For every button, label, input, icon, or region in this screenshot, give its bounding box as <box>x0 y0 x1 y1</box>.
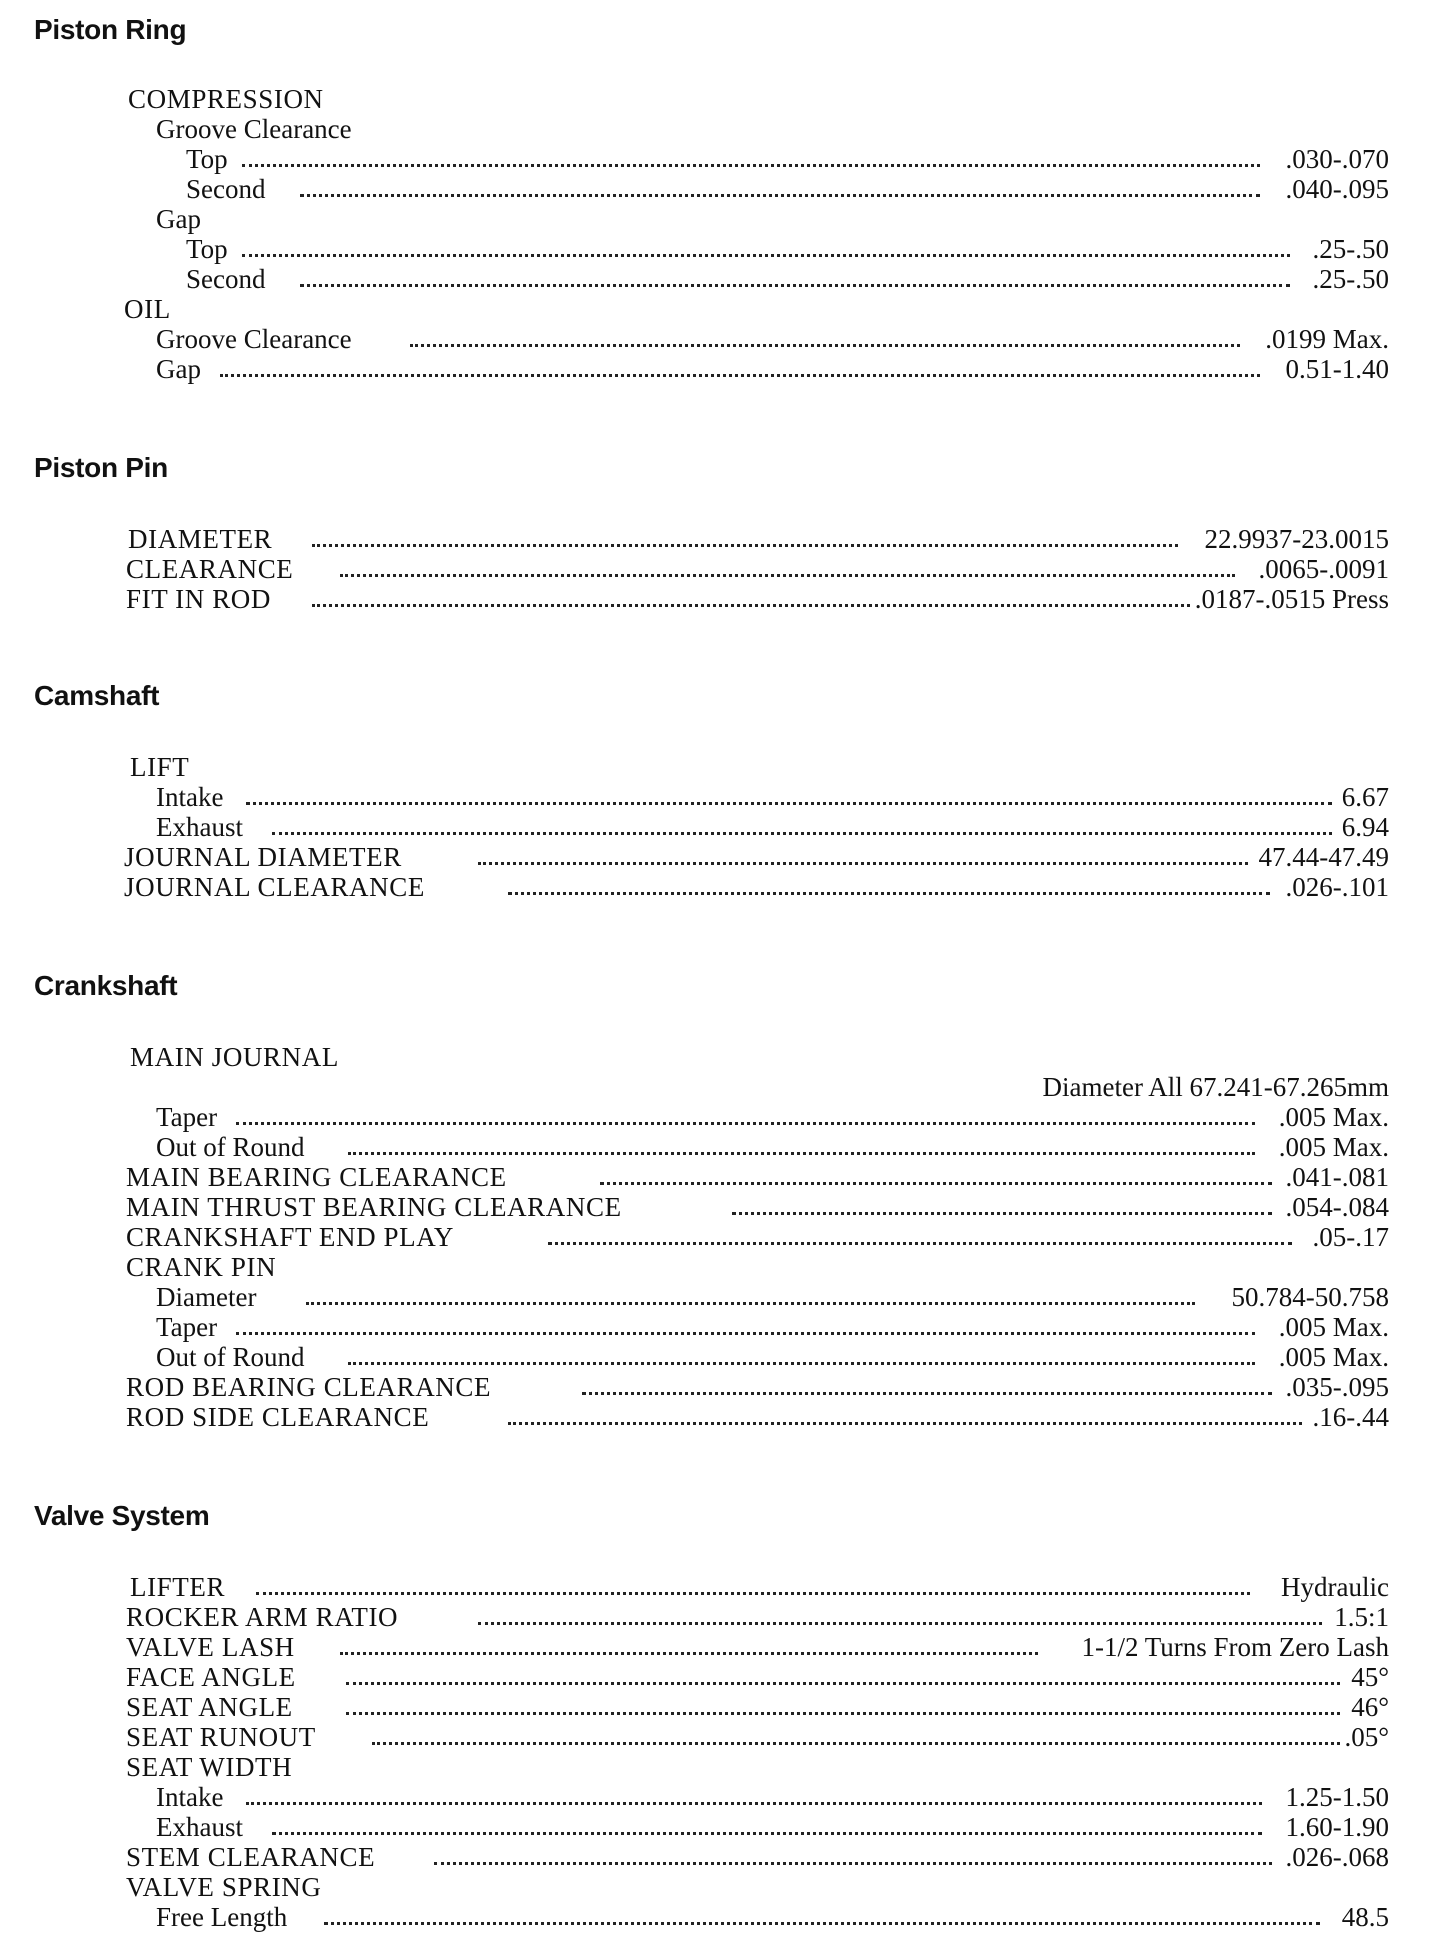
spec-row <box>0 1222 1440 1252</box>
dot-leader <box>340 1652 1038 1655</box>
spec-label: COMPRESSION <box>128 84 324 114</box>
spec-label: Intake <box>156 1782 224 1812</box>
spec-row <box>0 144 1440 174</box>
spec-label: Out of Round <box>156 1132 305 1162</box>
dot-leader <box>246 802 1332 805</box>
spec-label: Diameter <box>156 1282 257 1312</box>
spec-label: FIT IN ROD <box>126 584 272 614</box>
spec-value: Diameter All 67.241-67.265mm <box>1042 1072 1389 1102</box>
dot-leader <box>242 164 1260 167</box>
spec-row <box>0 294 1440 324</box>
dot-leader <box>346 1712 1340 1715</box>
dot-leader <box>246 1802 1262 1805</box>
dot-leader <box>410 344 1240 347</box>
spec-list <box>0 84 1440 384</box>
dot-leader <box>256 1592 1250 1595</box>
spec-value: 48.5 <box>1341 1902 1389 1932</box>
spec-label: SEAT WIDTH <box>126 1752 293 1782</box>
dot-leader <box>236 1122 1255 1125</box>
spec-row <box>0 1042 1440 1072</box>
spec-label: Top <box>186 234 228 264</box>
dot-leader <box>478 862 1248 865</box>
spec-value: .005 Max. <box>1278 1312 1389 1342</box>
section-title: Crankshaft <box>34 970 178 1001</box>
spec-label: CLEARANCE <box>126 554 294 584</box>
dot-leader <box>312 604 1190 607</box>
spec-row <box>0 1902 1440 1932</box>
dot-leader <box>348 1152 1255 1155</box>
spec-label: Gap <box>156 204 201 234</box>
dot-leader <box>372 1742 1340 1745</box>
spec-value: 1.5:1 <box>1334 1602 1389 1632</box>
spec-value: 22.9937-23.0015 <box>1204 524 1389 554</box>
spec-row <box>0 1312 1440 1342</box>
spec-value: 50.784-50.758 <box>1231 1282 1389 1312</box>
spec-value: 45° <box>1351 1662 1389 1692</box>
spec-label: VALVE SPRING <box>126 1872 322 1902</box>
spec-row <box>0 812 1440 842</box>
spec-row <box>0 234 1440 264</box>
spec-row <box>0 1342 1440 1372</box>
spec-row <box>0 584 1440 614</box>
dot-leader <box>236 1332 1255 1335</box>
spec-row <box>0 1402 1440 1432</box>
spec-value: .035-.095 <box>1285 1372 1389 1402</box>
spec-list <box>0 1572 1440 1932</box>
spec-list <box>0 1042 1440 1432</box>
spec-row <box>0 842 1440 872</box>
spec-list <box>0 752 1440 902</box>
spec-value: .005 Max. <box>1278 1132 1389 1162</box>
spec-row <box>0 1842 1440 1872</box>
spec-label: ROCKER ARM RATIO <box>126 1602 399 1632</box>
section-title: Camshaft <box>34 680 160 711</box>
dot-leader <box>340 574 1235 577</box>
spec-label: Groove Clearance <box>156 114 352 144</box>
spec-row <box>0 1572 1440 1602</box>
spec-value: .005 Max. <box>1278 1342 1389 1372</box>
spec-row <box>0 1192 1440 1222</box>
dot-leader <box>272 1832 1262 1835</box>
spec-label: ROD SIDE CLEARANCE <box>126 1402 430 1432</box>
section-title: Piston Pin <box>34 452 168 483</box>
spec-value: 47.44-47.49 <box>1258 842 1389 872</box>
spec-label: JOURNAL DIAMETER <box>124 842 402 872</box>
spec-value: 6.67 <box>1341 782 1389 812</box>
spec-row <box>0 1282 1440 1312</box>
dot-leader <box>324 1922 1320 1925</box>
spec-row <box>0 264 1440 294</box>
spec-label: STEM CLEARANCE <box>126 1842 376 1872</box>
spec-value: .026-.068 <box>1285 1842 1389 1872</box>
spec-value: .05° <box>1344 1722 1389 1752</box>
spec-row <box>0 1252 1440 1282</box>
spec-value: .25-.50 <box>1312 234 1389 264</box>
spec-row <box>0 1372 1440 1402</box>
spec-label: Second <box>186 264 266 294</box>
spec-row <box>0 1602 1440 1632</box>
spec-label: Taper <box>156 1312 218 1342</box>
spec-label: ROD BEARING CLEARANCE <box>126 1372 492 1402</box>
spec-label: Intake <box>156 782 224 812</box>
spec-label: Taper <box>156 1102 218 1132</box>
dot-leader <box>478 1622 1322 1625</box>
spec-row <box>0 1872 1440 1902</box>
spec-value: 6.94 <box>1341 812 1389 842</box>
spec-row <box>0 1102 1440 1132</box>
spec-value: .041-.081 <box>1285 1162 1389 1192</box>
spec-value: 46° <box>1351 1692 1389 1722</box>
spec-value: .05-.17 <box>1312 1222 1389 1252</box>
dot-leader <box>508 892 1270 895</box>
spec-value: .0187-.0515 Press <box>1194 584 1389 614</box>
spec-label: LIFT <box>130 752 190 782</box>
spec-row <box>0 872 1440 902</box>
spec-label: VALVE LASH <box>126 1632 295 1662</box>
dot-leader <box>434 1862 1272 1865</box>
spec-label: Exhaust <box>156 812 243 842</box>
spec-value: 1.60-1.90 <box>1285 1812 1389 1842</box>
spec-label: LIFTER <box>130 1572 226 1602</box>
spec-label: Top <box>186 144 228 174</box>
spec-row <box>0 1812 1440 1842</box>
spec-label: MAIN BEARING CLEARANCE <box>126 1162 507 1192</box>
section-title: Valve System <box>34 1500 210 1531</box>
spec-value: .054-.084 <box>1285 1192 1389 1222</box>
spec-value: .030-.070 <box>1285 144 1389 174</box>
dot-leader <box>242 254 1290 257</box>
spec-label: Free Length <box>156 1902 288 1932</box>
spec-row <box>0 354 1440 384</box>
spec-label: DIAMETER <box>128 524 273 554</box>
spec-label: MAIN JOURNAL <box>130 1042 339 1072</box>
dot-leader <box>300 194 1260 197</box>
spec-row <box>0 114 1440 144</box>
spec-label: OIL <box>124 294 171 324</box>
spec-value: 1-1/2 Turns From Zero Lash <box>1081 1632 1389 1662</box>
spec-value: .040-.095 <box>1285 174 1389 204</box>
section-title: Piston Ring <box>34 14 187 45</box>
spec-label: FACE ANGLE <box>126 1662 296 1692</box>
spec-label: Gap <box>156 354 201 384</box>
spec-row <box>0 1632 1440 1662</box>
spec-label: SEAT RUNOUT <box>126 1722 316 1752</box>
spec-row <box>0 554 1440 584</box>
spec-label: CRANK PIN <box>126 1252 277 1282</box>
spec-label: Groove Clearance <box>156 324 352 354</box>
dot-leader <box>346 1682 1340 1685</box>
spec-row <box>0 324 1440 354</box>
spec-value: 1.25-1.50 <box>1285 1782 1389 1812</box>
dot-leader <box>348 1362 1255 1365</box>
spec-row <box>0 1662 1440 1692</box>
spec-label: Second <box>186 174 266 204</box>
spec-row <box>0 1162 1440 1192</box>
spec-row <box>0 174 1440 204</box>
spec-value: .026-.101 <box>1285 872 1389 902</box>
spec-label: JOURNAL CLEARANCE <box>124 872 425 902</box>
dot-leader <box>582 1392 1272 1395</box>
dot-leader <box>220 374 1260 377</box>
dot-leader <box>306 1302 1195 1305</box>
spec-label: SEAT ANGLE <box>126 1692 293 1722</box>
dot-leader <box>300 284 1290 287</box>
spec-label: CRANKSHAFT END PLAY <box>126 1222 454 1252</box>
spec-value: .0065-.0091 <box>1258 554 1389 584</box>
spec-row <box>0 204 1440 234</box>
dot-leader <box>508 1422 1302 1425</box>
spec-value: .16-.44 <box>1312 1402 1389 1432</box>
dot-leader <box>600 1182 1272 1185</box>
spec-row <box>0 782 1440 812</box>
spec-label: Exhaust <box>156 1812 243 1842</box>
spec-value: .25-.50 <box>1312 264 1389 294</box>
spec-row <box>0 524 1440 554</box>
dot-leader <box>732 1212 1272 1215</box>
spec-row <box>0 1132 1440 1162</box>
spec-row <box>0 1782 1440 1812</box>
spec-label: MAIN THRUST BEARING CLEARANCE <box>126 1192 622 1222</box>
spec-value: Hydraulic <box>1281 1572 1389 1602</box>
spec-value: .005 Max. <box>1278 1102 1389 1132</box>
dot-leader <box>312 544 1178 547</box>
spec-row <box>0 1752 1440 1782</box>
spec-row <box>0 1722 1440 1752</box>
spec-row <box>0 752 1440 782</box>
dot-leader <box>548 1242 1292 1245</box>
spec-label: Out of Round <box>156 1342 305 1372</box>
dot-leader <box>272 832 1332 835</box>
spec-row <box>0 1692 1440 1722</box>
spec-row <box>0 1072 1440 1102</box>
spec-row <box>0 84 1440 114</box>
spec-list <box>0 524 1440 614</box>
spec-value: 0.51-1.40 <box>1285 354 1389 384</box>
spec-value: .0199 Max. <box>1265 324 1389 354</box>
